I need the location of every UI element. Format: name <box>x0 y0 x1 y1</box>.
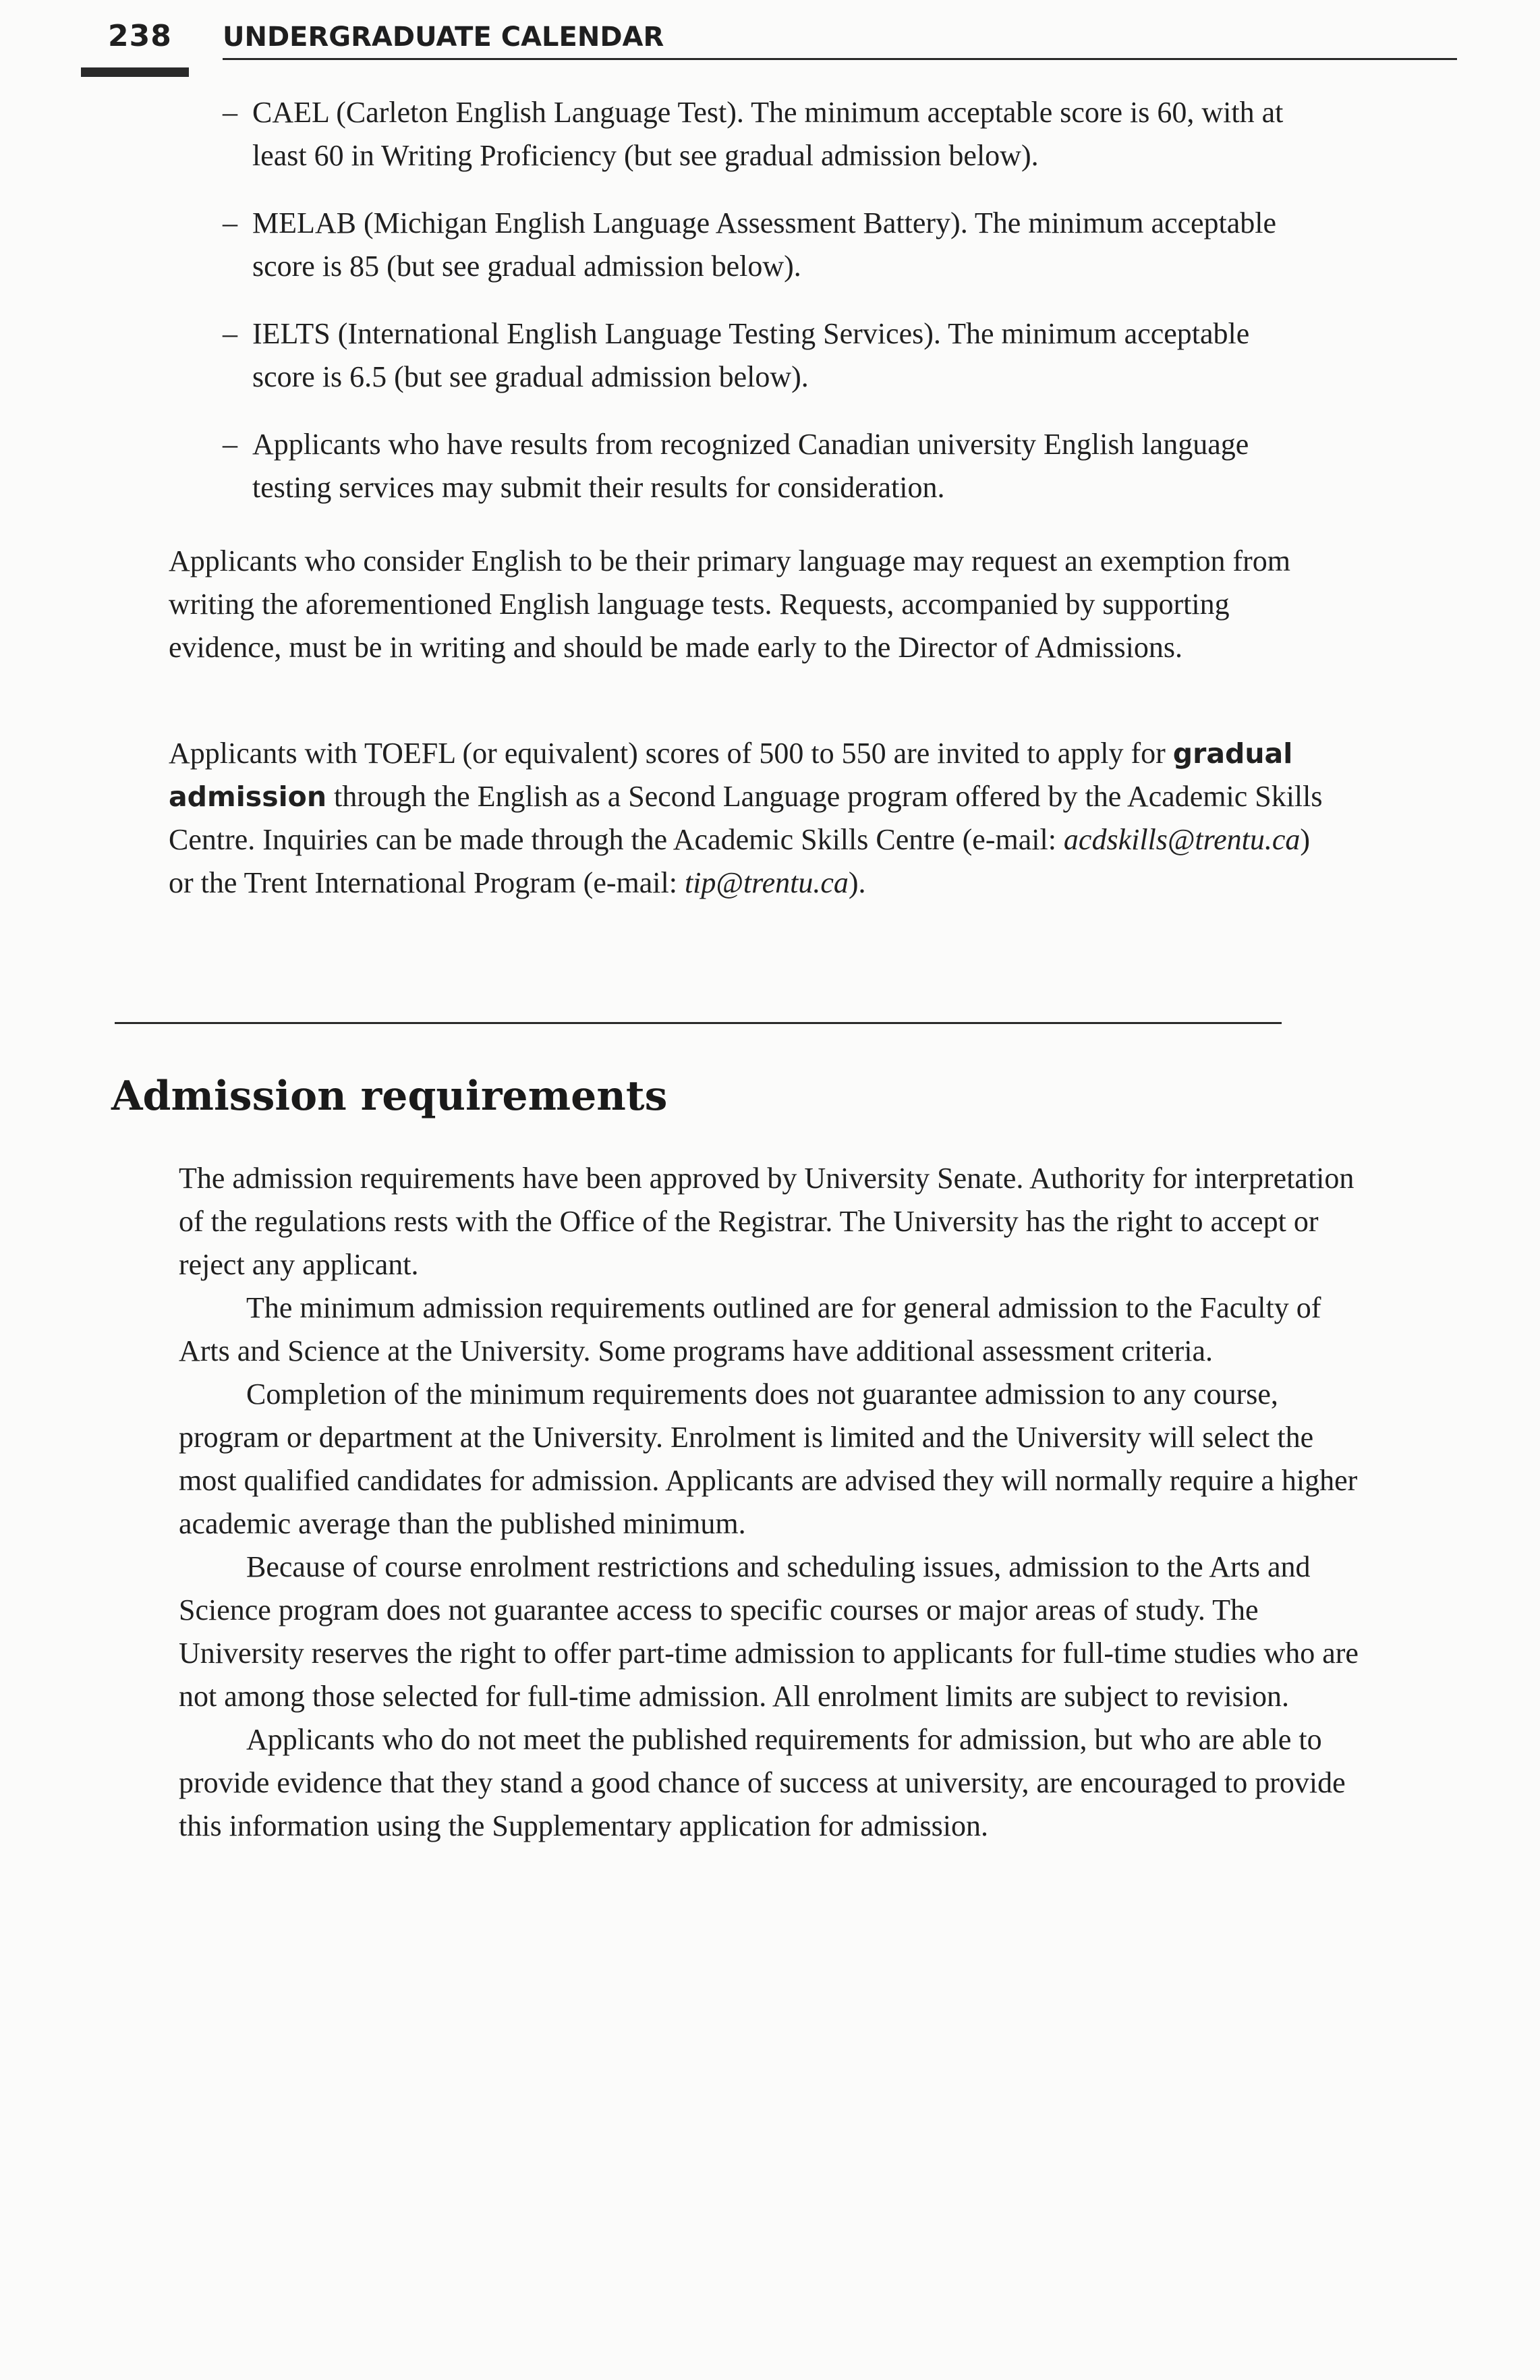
requirements-paragraph: Because of course enrolment restrictions and scheduling issues, admission to the Arts and Science program does not guarantee access to specific courses or major areas of study. The University reserves the right to offer part-time admission to applicants for full-time studies who are not among those selected for full-time admission. All enrolment limits are subject to revision. <box>179 1550 1359 1713</box>
list-item <box>223 202 1288 288</box>
section-divider <box>115 1022 1282 1024</box>
requirements-paragraph: Completion of the minimum requirements does not guarantee admission to any course, program or department at the University. Enrolment is limited and the University will select the most qualified candidates for admission. Applicants are advised they will normally require a higher academic average than the published minimum. <box>179 1378 1358 1540</box>
gradual-admission-term: gradual admission <box>169 737 1293 813</box>
running-header <box>108 19 1349 66</box>
test-list <box>223 91 1288 534</box>
list-item-text: Applicants who have results from recognized Canadian university English language testing services may submit their results for consideration. <box>252 428 1249 504</box>
requirements-paragraph: The minimum admission requirements outlined are for general admission to the Faculty of Arts and Science at the University. Some programs have additional assessment criteria. <box>179 1291 1321 1367</box>
bullet-dash: – <box>223 96 237 129</box>
gradual-text-before: Applicants with TOEFL (or equivalent) scores of 500 to 550 are invited to apply for <box>169 737 1173 770</box>
list-item <box>223 312 1288 399</box>
gradual-admission-paragraph <box>169 732 1329 905</box>
list-item <box>223 423 1288 509</box>
tip-email-link[interactable]: tip@trentu.ca <box>684 866 849 899</box>
list-item-text: MELAB (Michigan English Language Assessment Battery). The minimum acceptable score is 85 (but see gradual admission below). <box>252 206 1277 283</box>
exemption-paragraph: Applicants who consider English to be their primary language may request an exemption from writing the aforementioned English language tests. Requests, accompanied by supporting evidence, must be in writing and should be made early to the Director of Admissions. <box>169 544 1290 664</box>
bullet-dash: – <box>223 206 237 239</box>
header-bar <box>81 67 189 77</box>
bullet-dash: – <box>223 428 237 461</box>
page-number: 238 <box>108 19 172 53</box>
bullet-dash: – <box>223 317 237 350</box>
requirements-paragraph: The admission requirements have been approved by University Senate. Authority for interpretation of the regulations rests with the Office of the Registrar. The University has the right to accept or reject any applicant. <box>179 1162 1354 1281</box>
acdskills-email-link[interactable]: acdskills@trentu.ca <box>1063 823 1301 856</box>
gradual-text-middle: through the English as a Second Language program offered by the Academic Skills Centre. Inquiries can be made through the Academic Skills Centre (e-mail: <box>169 780 1323 856</box>
running-title: UNDERGRADUATE CALENDAR <box>223 22 664 53</box>
list-item <box>223 91 1288 177</box>
list-item-text: CAEL (Carleton English Language Test). The minimum acceptable score is 60, with at least 60 in Writing Proficiency (but see gradual admission below). <box>252 96 1284 172</box>
section-heading: Admission requirements <box>111 1073 668 1120</box>
requirements-paragraph: Applicants who do not meet the published requirements for admission, but who are able to provide evidence that they stand a good chance of success at university, are encouraged to provide this information using the Supplementary application for admission. <box>179 1723 1346 1842</box>
gradual-text-after: ). <box>848 866 866 899</box>
admission-requirements-body <box>179 1157 1366 1848</box>
header-rule <box>223 58 1457 60</box>
gradual-text-between: ) or the Trent International Program (e-mail: <box>169 823 1311 899</box>
list-item-text: IELTS (International English Language Testing Services). The minimum acceptable score is 6.5 (but see gradual admission below). <box>252 317 1250 393</box>
